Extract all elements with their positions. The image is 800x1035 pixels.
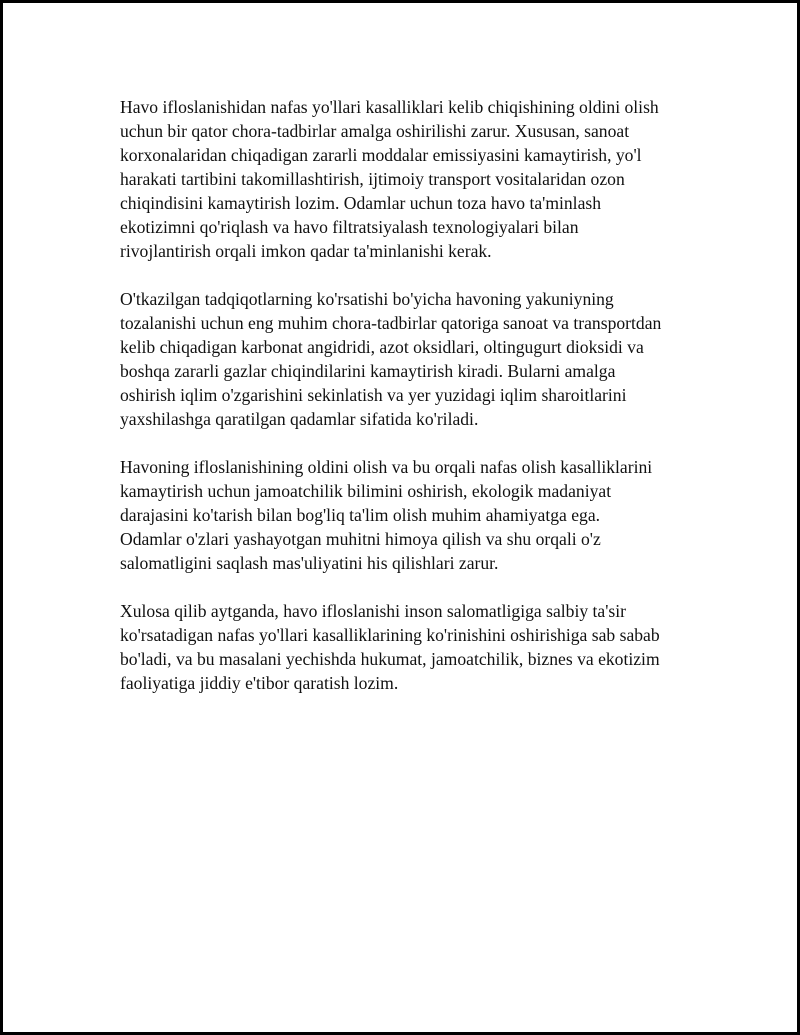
paragraph-1: Havo ifloslanishidan nafas yo'llari kasalliklari kelib chiqishining oldini olish uchun bir qator chora-tadbirlar amalga oshirilishi zarur. Xususan, sanoat korxonalaridan chiqadigan zararli moddalar emissiyasini kamaytirish, yo'l harakati tartibini takomillashtirish, ijtimoiy transport vositalaridan ozon chiqindisini kamaytirish lozim. Odamlar uchun toza havo ta'minlash ekotizimni qo'riqlash va havo filtratsiyalash texnologiyalari bilan rivojlantirish orqali imkon qadar ta'minlanishi kerak. — [120, 97, 659, 261]
paragraph-4: Xulosa qilib aytganda, havo ifloslanishi inson salomatligiga salbiy ta'sir ko'rsatadigan nafas yo'llari kasalliklarining ko'rinishini oshirishiga sab sabab bo'ladi, va bu masalani yechishda hukumat, jamoatchilik, biznes va ekotizim faoliyatiga jiddiy e'tibor qaratish lozim. — [120, 601, 660, 693]
paragraph-3: Havoning ifloslanishining oldini olish va bu orqali nafas olish kasalliklarini kamaytirish uchun jamoatchilik bilimini oshirish, ekologik madaniyat darajasini ko'tarish bilan bog'liq ta'lim olish muhim ahamiyatga ega. Odamlar o'zlari yashayotgan muhitni himoya qilish va shu orqali o'z salomatligini saqlash mas'uliyatini his qilishlari zarur. — [120, 457, 653, 573]
document-body — [120, 95, 705, 695]
paragraph-2: O'tkazilgan tadqiqotlarning ko'rsatishi bo'yicha havoning yakuniyning tozalanishi uchun eng muhim chora-tadbirlar qatoriga sanoat va transportdan kelib chiqadigan karbonat angidridi, azot oksidlari, oltingugurt dioksidi va boshqa zararli gazlar chiqindilarini kamaytirish kiradi. Bularni amalga oshirish iqlim o'zgarishini sekinlatish va yer yuzidagi iqlim sharoitlarini yaxshilashga qaratilgan qadamlar sifatida ko'riladi. — [120, 289, 662, 429]
